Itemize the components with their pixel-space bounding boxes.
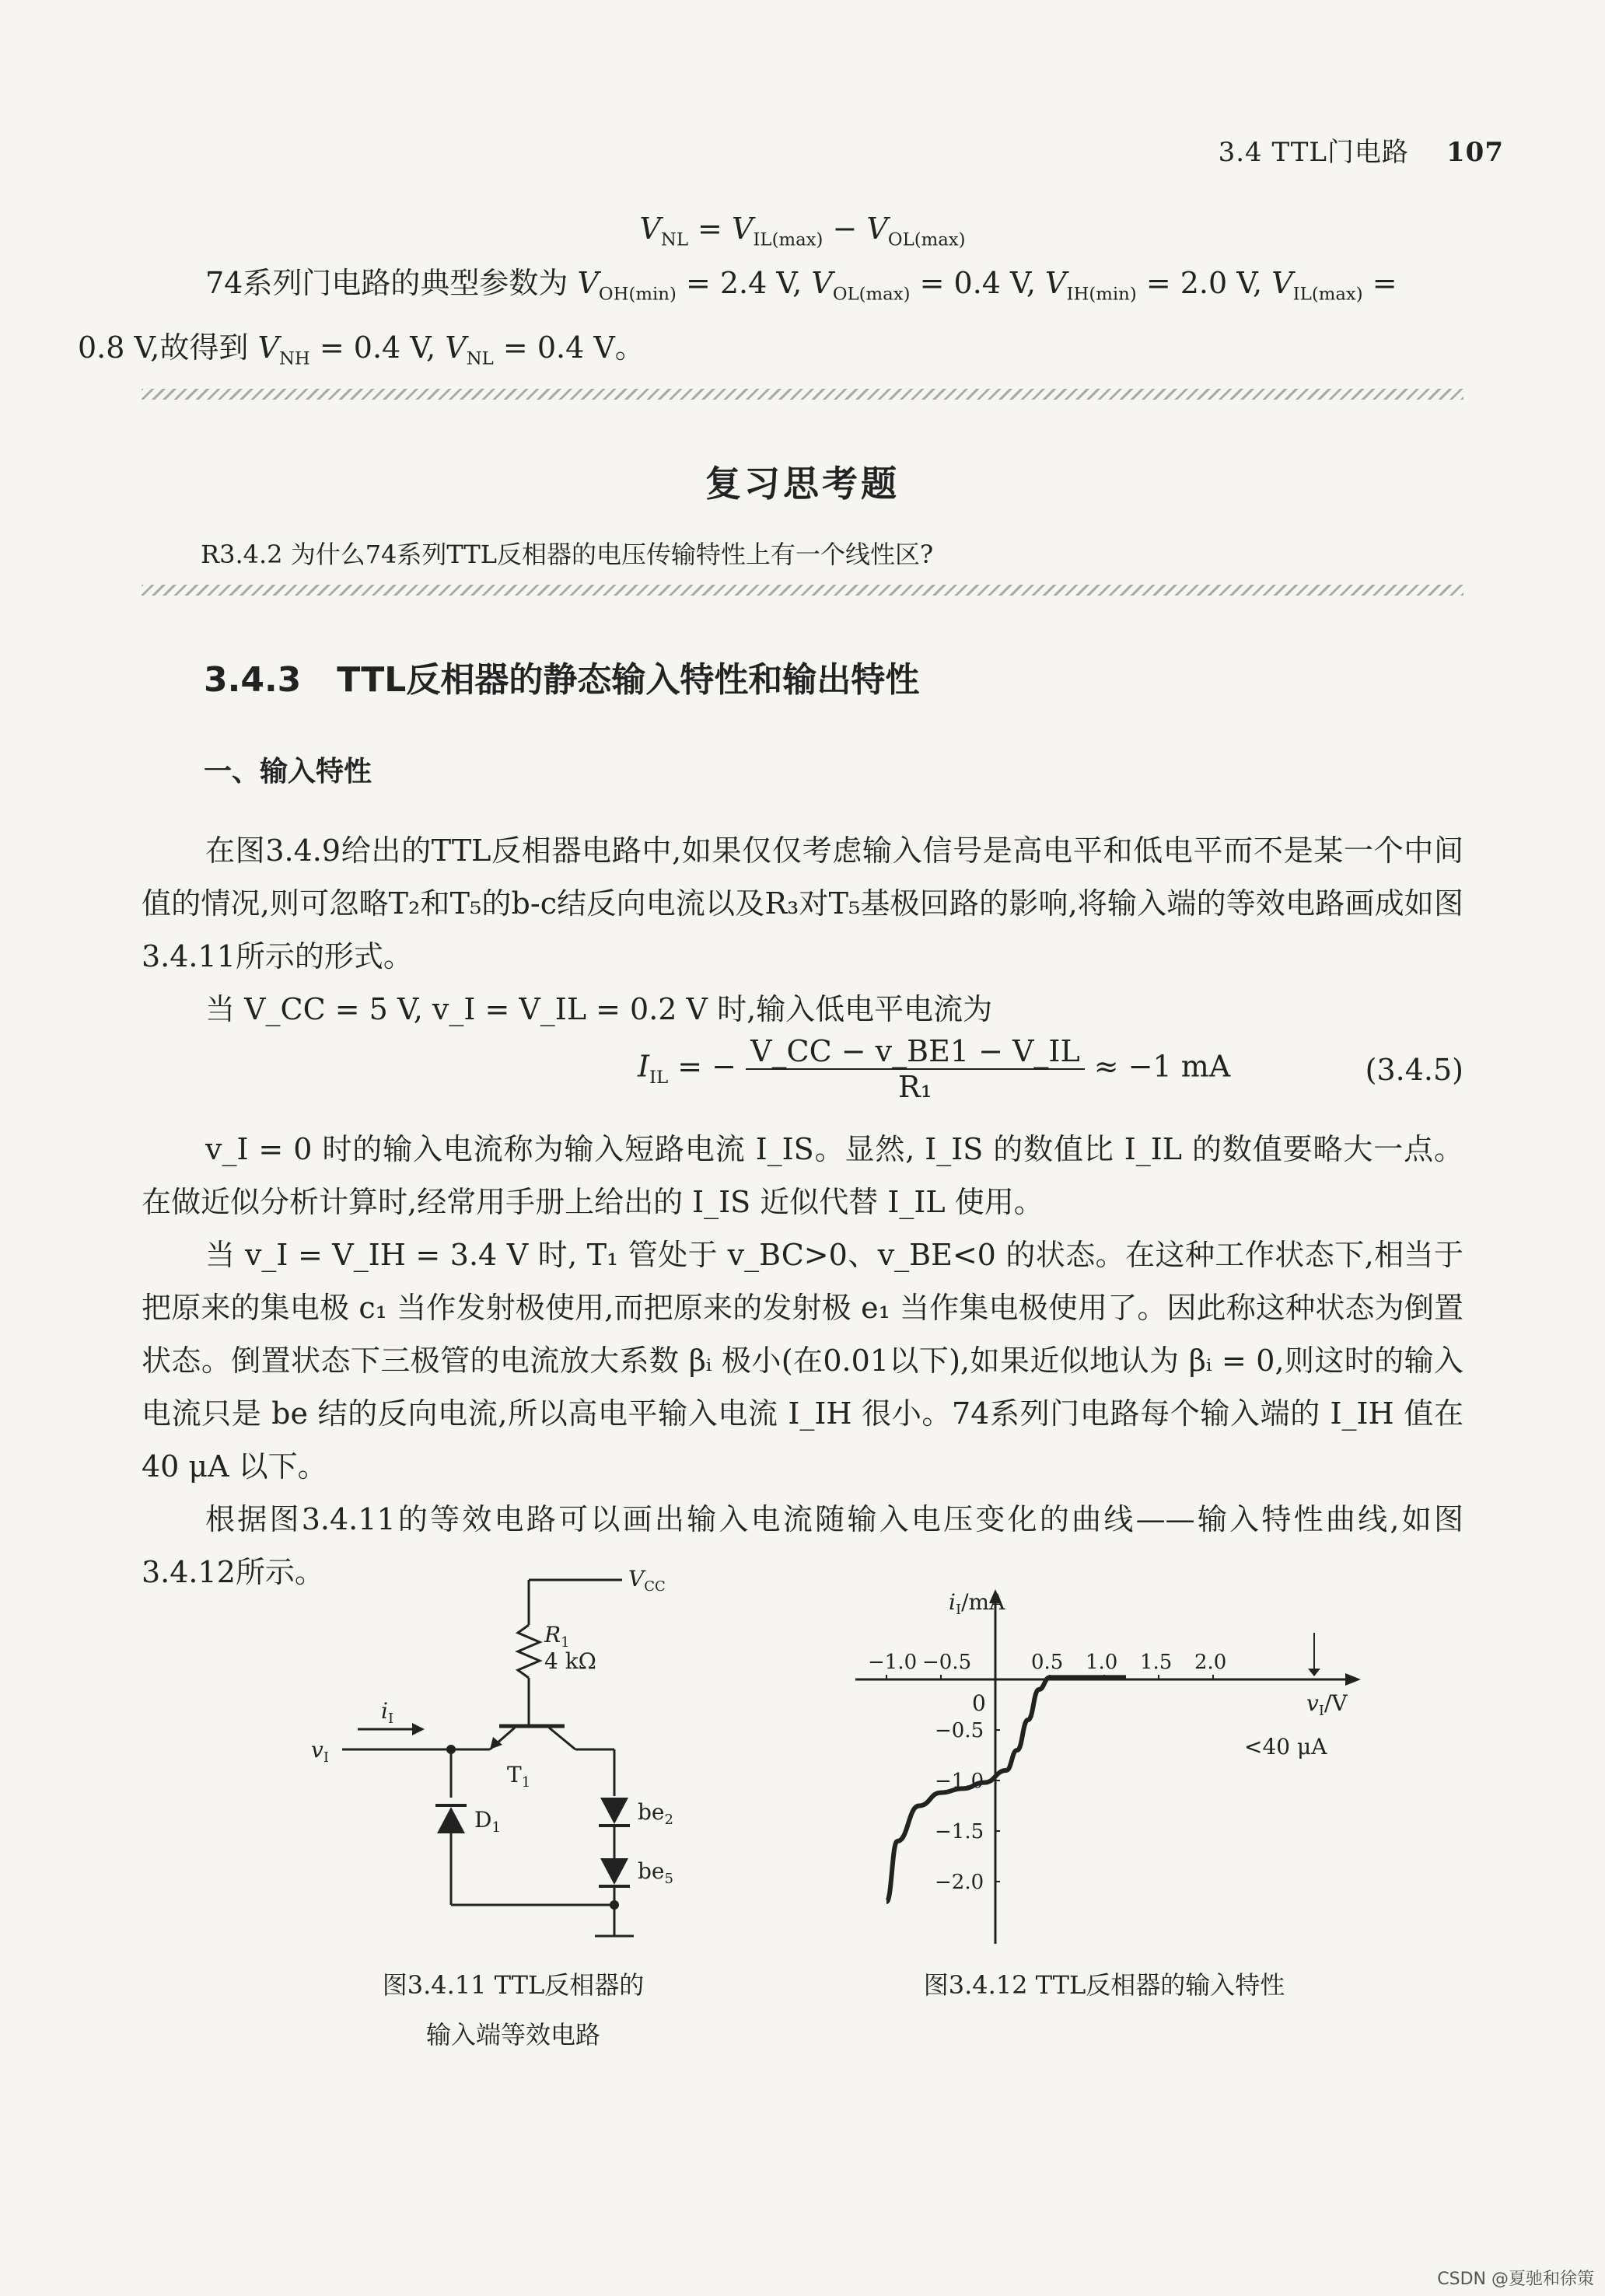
review-title: 复习思考题: [705, 463, 900, 505]
paragraph-1: 在图3.4.9给出的TTL反相器电路中,如果仅仅考虑输入信号是高电平和低电平而不是某一个中间值的情况,则可忽略T₂和T₅的b-c结反向电流以及R₃对T₅基极回路的影响,将输入端的等效电路画成如图3.4.11所示的形式。: [142, 833, 1463, 973]
t1-label: $T_1$: [507, 1762, 531, 1791]
input-characteristic-curve: [886, 1677, 1126, 1902]
y-axis-label: $i_I/mA$: [949, 1589, 1005, 1618]
paragraph-74-params: 74系列门电路的典型参数为 $V_{OH(min)} = 2.4$ V, $V_{OL(max)} = 0.4$ V, $V_{IH(min)} = 2.0$ V, $V_{IL(max)}$ = 0.8 V,故得到 $V_{NH} = 0.4$ V, $V_{NL} = 0.4$ V。: [78, 266, 1397, 369]
x-tick-label: −0.5: [922, 1651, 972, 1674]
section-number: 3.4.3: [204, 660, 302, 700]
equation-fraction: [746, 1034, 1085, 1104]
be5-label: $be_5$: [638, 1858, 673, 1887]
header-section: 3.4 TTL门电路: [1218, 137, 1410, 168]
figure-3-4-11-caption: 图3.4.11 TTL反相器的 输入端等效电路: [382, 1970, 645, 2050]
d1-label: $D_1$: [474, 1807, 501, 1836]
chart-axes: [855, 1589, 1361, 1944]
equation-rhs: ≈ −1 mA: [1093, 1049, 1231, 1084]
y-tick-label: −2.0: [935, 1871, 984, 1894]
ih-annotation: <40 μA: [1244, 1734, 1327, 1760]
junction-dot: [446, 1745, 456, 1754]
section-title: [204, 652, 919, 701]
y-tick-label: −1.5: [935, 1820, 984, 1843]
ii-label: $i_I$: [381, 1698, 394, 1727]
annot-arrow-head: [1308, 1669, 1320, 1676]
section-title-text: TTL反相器的静态输入特性和输出特性: [337, 660, 920, 700]
running-header: [1219, 131, 1504, 169]
t1-collector: [549, 1728, 575, 1749]
fraction-denominator: R₁: [897, 1070, 932, 1104]
be2-label: $be_2$: [638, 1799, 673, 1828]
fraction-numerator: V_CC − v_BE1 − V_IL: [746, 1034, 1085, 1070]
paragraph-5: 根据图3.4.11的等效电路可以画出输入电流随输入电压变化的曲线——输入特性曲线,如图3.4.12所示。: [142, 1502, 1463, 1589]
page-number: 107: [1446, 137, 1504, 168]
figure-3-4-11-circuit: [295, 1563, 731, 1967]
paragraph-2: 当 V_CC = 5 V, v_I = V_IL = 0.2 V 时,输入低电平电流为: [205, 992, 993, 1026]
vi-label: $v_I$: [311, 1737, 329, 1766]
x-tick-label: 1.0: [1086, 1651, 1118, 1674]
x-tick-label: 2.0: [1194, 1651, 1227, 1674]
y-tick-label: −1.0: [935, 1770, 984, 1793]
paragraph-3: v_I = 0 时的输入电流称为输入短路电流 I_IS。显然, I_IS 的数值比 I_IL 的数值要略大一点。在做近似分析计算时,经常用手册上给出的 I_IS 近似代替 I_IL 使用。: [142, 1132, 1463, 1219]
r1-resistor: [518, 1625, 540, 1678]
wavy-divider-top: [142, 389, 1463, 400]
watermark: CSDN @夏驰和徐策: [1437, 2270, 1594, 2289]
equation-3-4-5: $I_{IL}$ = − $\frac{V\_CC - v\_BE1 - V\_IL}{\text{R₁}}$ ≈ −1 mA: [638, 1034, 1231, 1104]
r1-value: 4 kΩ: [544, 1648, 596, 1674]
x-axis-arrow: [1345, 1673, 1361, 1686]
subsection-title: 一、输入特性: [204, 756, 372, 788]
d1-diode: [435, 1805, 467, 1833]
figure-3-4-12-caption: 图3.4.12 TTL反相器的输入特性: [923, 1970, 1285, 2000]
vcc-label: $V_{CC}$: [628, 1566, 666, 1595]
figure-3-4-12-chart: [840, 1586, 1369, 1959]
chart-ticks: [868, 1651, 1226, 1894]
x-axis-label: $v_I/V$: [1306, 1690, 1348, 1719]
review-question: R3.4.2 为什么74系列TTL反相器的电压传输特性上有一个线性区?: [201, 540, 934, 569]
x-tick-label: 1.5: [1140, 1651, 1173, 1674]
junction-dot: [610, 1900, 619, 1910]
equation-tag: (3.4.5): [1365, 1053, 1463, 1087]
be2-diode: [599, 1798, 630, 1826]
y-tick-label: −0.5: [935, 1719, 984, 1742]
x-tick-label: 0.5: [1031, 1651, 1064, 1674]
wavy-divider-bottom: [142, 585, 1463, 596]
be5-diode: [599, 1858, 630, 1886]
origin-label: 0: [972, 1690, 986, 1716]
x-tick-label: −1.0: [868, 1651, 918, 1674]
paragraph-4: 当 v_I = V_IH = 3.4 V 时, T₁ 管处于 v_BC>0、v_BE<0 的状态。在这种工作状态下,相当于把原来的集电极 c₁ 当作发射极使用,而把原来的发射极 e₁ 当作集电极使用了。因此称这种状态为倒置状态。倒置状态下三极管的电流放大系数 βᵢ 极小(在0.01以下),如果近似地认为 βᵢ = 0,则这时的输入电流只是 be 结的反向电流,所以高电平输入电流 I_IH 很小。74系列门电路每个输入端的 I_IH 值在 40 μA 以下。: [142, 1238, 1463, 1483]
equation-vnl: $V_{NL} = V_{IL(max)} - V_{OL(max)}$: [639, 211, 966, 250]
r1-label: $R_1$: [544, 1622, 570, 1651]
